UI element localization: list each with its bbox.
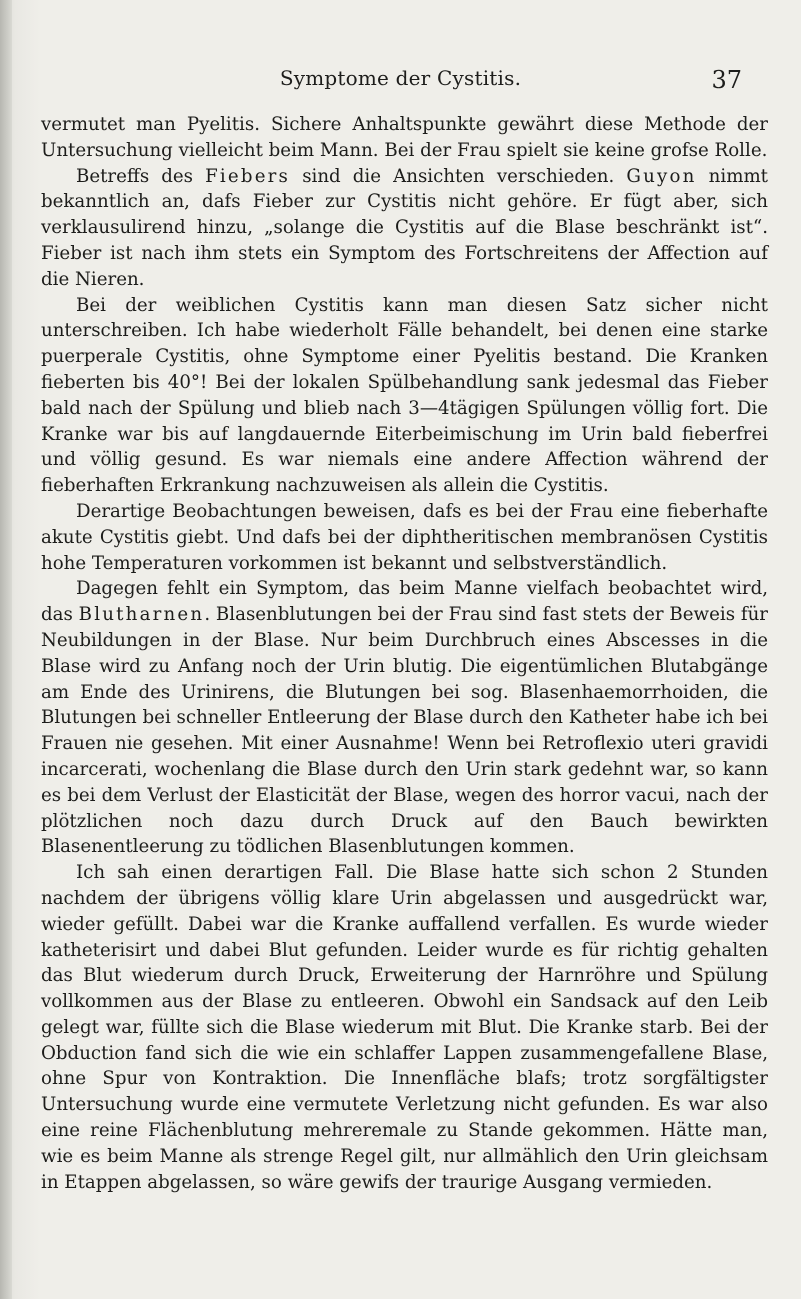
paragraph	[41, 499, 768, 576]
paragraph-text: vermutet man Pyelitis. Sichere Anhaltspunkte gewährt diese Methode der Untersuchung vielleicht beim Mann. Bei der Frau spielt sie keine grofse Rolle.	[41, 114, 768, 161]
binding-shadow	[0, 0, 12, 1299]
paragraph-text: Bei der weiblichen Cystitis kann man diesen Satz sicher nicht unterschreiben. Ich habe wiederholt Fälle behandelt, bei denen eine starke puerperale Cystitis, ohne Symptome einer Pyelitis bestand. Die Kranken fieberten bis 40°! Bei der lokalen Spülbehandlung sank jedesmal das Fieber bald nach der Spülung und blieb nach 3—4tägigen Spülungen völlig fort. Die Kranke war bis auf langdauernde Eiterbeimischung im Urin bald fieberfrei und völlig gesund. Es war niemals eine andere Affection während der fieberhaften Erkrankung nachzuweisen als allein die Cystitis.	[41, 294, 768, 497]
paragraph-text: Betreffs des	[76, 165, 206, 187]
paragraph-text: . Blasenblutungen bei der Frau sind fast stets der Beweis für Neubildungen in der Blase. Nur beim Durchbruch eines Abscesses in die Blase wird zu Anfang noch der Urin blutig. Die eigentümlichen Blutabgänge am Ende des Urinirens, die Blutungen bei sog. Blasenhaemorrhoiden, die Blutungen bei schneller Entleerung der Blase durch den Katheter habe ich bei Frauen nie gesehen. Mit einer Ausnahme! Wenn bei Retroflexio uteri gravidi incarcerati, wochenlang die Blase durch den Urin stark gedehnt war, so kann es bei dem Verlust der Elasticität der Blase, wegen des horror vacui, nach der plötzlichen noch dazu durch Druck auf den Bauch bewirkten Blasenentleerung zu tödlichen Blasenblutungen kommen.	[41, 604, 768, 858]
emphasized-name: Guyon	[626, 165, 697, 187]
running-head: Symptome der Cystitis.	[279, 66, 522, 90]
page-header	[0, 66, 801, 96]
paragraph	[41, 576, 768, 860]
paragraph-text: nimmt bekanntlich an, dafs Fieber zur Cystitis nicht gehöre. Er fügt aber, sich verklausulirend hinzu, „solange die Cystitis auf die Blase beschränkt ist“. Fieber ist nach ihm stets ein Symptom des Fortschreitens der Affection auf die Nieren.	[41, 165, 768, 290]
paragraph	[41, 164, 768, 293]
paragraph	[41, 293, 768, 499]
page-number: 37	[711, 66, 742, 94]
emphasized-term: Fiebers	[205, 165, 291, 187]
paragraph-text: Ich sah einen derartigen Fall. Die Blase hatte sich schon 2 Stunden nachdem der übrigens völlig klare Urin abgelassen und ausgedrückt war, wieder gefüllt. Dabei war die Kranke auffallend verfallen. Es wurde wieder katheterisirt und dabei Blut gefunden. Leider wurde es für richtig gehalten das Blut wiederum durch Druck, Erweiterung der Harnröhre und Spülung vollkommen aus der Blase zu entleeren. Obwohl ein Sandsack auf den Leib gelegt war, füllte sich die Blase wiederum mit Blut. Die Kranke starb. Bei der Obduction fand sich die wie ein schlaffer Lappen zusammengefallene Blase, ohne Spur von Kontraktion. Die Innenfläche blafs; trotz sorgfältigster Untersuchung wurde eine vermutete Verletzung nicht gefunden. Es war also eine reine Flächenblutung mehreremale zu Stande gekommen. Hätte man, wie es beim Manne als strenge Regel gilt, nur allmählich den Urin gleichsam in Etappen abgelassen, so wäre gewifs der traurige Ausgang vermieden.	[41, 862, 768, 1193]
body-text	[41, 112, 768, 1195]
paragraph	[41, 112, 768, 164]
paragraph	[41, 860, 768, 1195]
emphasized-term: Blutharnen	[78, 604, 205, 626]
paragraph-text: Derartige Beobachtungen beweisen, dafs es bei der Frau eine fieberhafte akute Cystitis giebt. Und dafs bei der diphtheritischen membranösen Cystitis hohe Temperaturen vorkommen ist bekannt und selbstverständlich.	[41, 500, 768, 574]
paragraph-text: sind die Ansichten verschieden.	[290, 165, 627, 187]
paragraph-text: Dagegen fehlt ein Symptom, das beim Manne vielfach beobachtet wird, das	[41, 578, 768, 626]
